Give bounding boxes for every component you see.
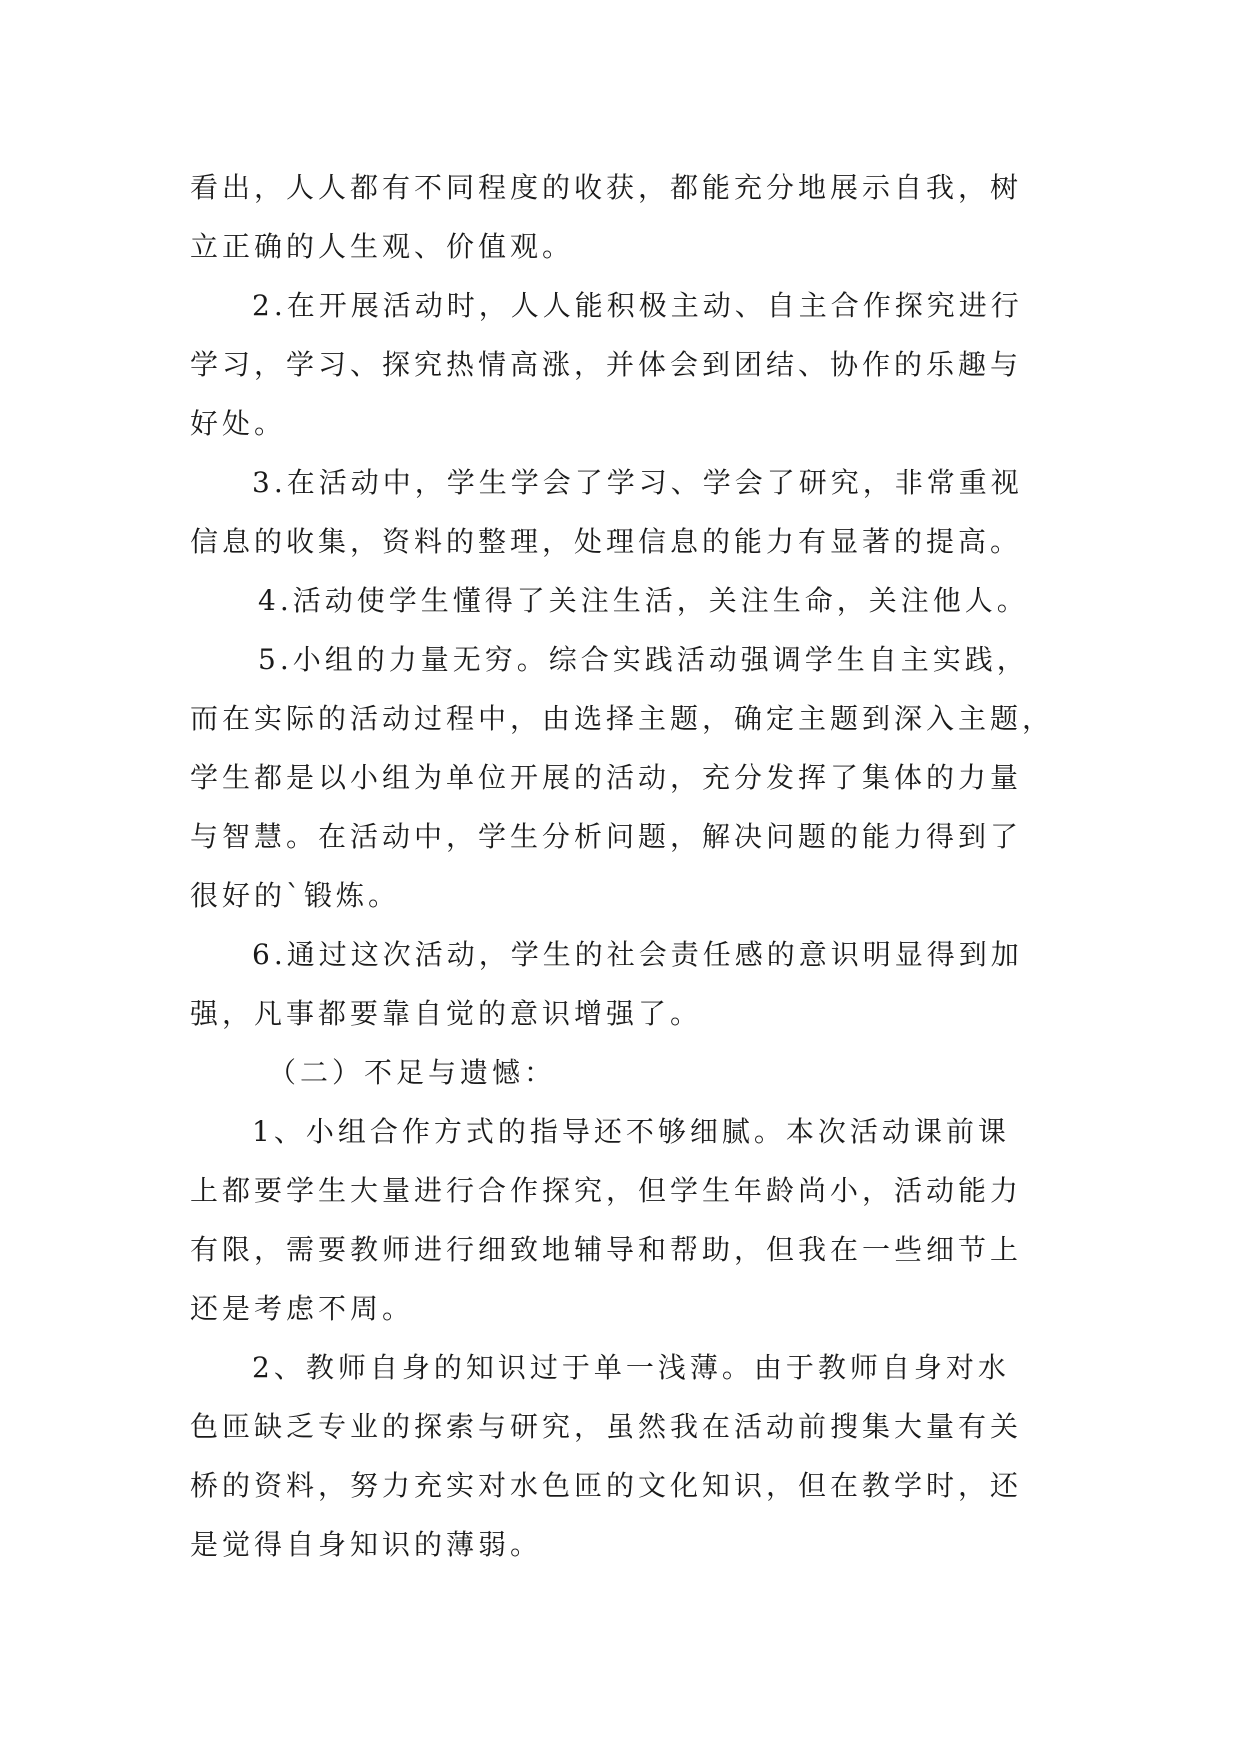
text-line: 3.在活动中，学生学会了学习、学会了研究，非常重视 xyxy=(252,466,1023,499)
text-line: 强，凡事都要靠自觉的意识增强了。 xyxy=(190,997,703,1030)
text-line: 与智慧。在活动中，学生分析问题，解决问题的能力得到了 xyxy=(190,820,1023,853)
text-line: 有限，需要教师进行细致地辅导和帮助，但我在一些细节上 xyxy=(190,1233,1023,1266)
text-line: 6.通过这次活动，学生的社会责任感的意识明显得到加 xyxy=(252,938,1023,971)
text-line: 色匝缺乏专业的探索与研究，虽然我在活动前搜集大量有关 xyxy=(190,1410,1023,1443)
text-line: 桥的资料，努力充实对水色匝的文化知识，但在教学时，还 xyxy=(190,1469,1023,1502)
text-line: 2.在开展活动时，人人能积极主动、自主合作探究进行 xyxy=(252,289,1023,322)
text-line: 4.活动使学生懂得了关注生活，关注生命，关注他人。 xyxy=(258,584,1029,617)
text-line: 上都要学生大量进行合作探究，但学生年龄尚小，活动能力 xyxy=(190,1174,1023,1207)
text-line: 很好的`锻炼。 xyxy=(190,879,401,912)
section-heading: （二）不足与遗憾： xyxy=(268,1056,557,1089)
document-body xyxy=(190,158,1075,1574)
text-line: 是觉得自身知识的薄弱。 xyxy=(190,1528,543,1561)
text-line: 1、小组合作方式的指导还不够细腻。本次活动课前课 xyxy=(252,1115,1010,1148)
text-line: 信息的收集，资料的整理，处理信息的能力有显著的提高。 xyxy=(190,525,1023,558)
text-line: 2、教师自身的知识过于单一浅薄。由于教师自身对水 xyxy=(252,1351,1010,1384)
text-line: 学习，学习、探究热情高涨，并体会到团结、协作的乐趣与 xyxy=(190,348,1023,381)
text-line: 5.小组的力量无穷。综合实践活动强调学生自主实践， xyxy=(258,643,1029,676)
text-line: 看出，人人都有不同程度的收获，都能充分地展示自我，树 xyxy=(190,171,1023,204)
text-line: 立正确的人生观、价值观。 xyxy=(190,230,575,263)
text-line: 学生都是以小组为单位开展的活动，充分发挥了集体的力量 xyxy=(190,761,1023,794)
text-line: 好处。 xyxy=(190,407,287,440)
text-line: 还是考虑不周。 xyxy=(190,1292,415,1325)
text-line: 而在实际的活动过程中，由选择主题，确定主题到深入主题， xyxy=(190,702,1055,735)
